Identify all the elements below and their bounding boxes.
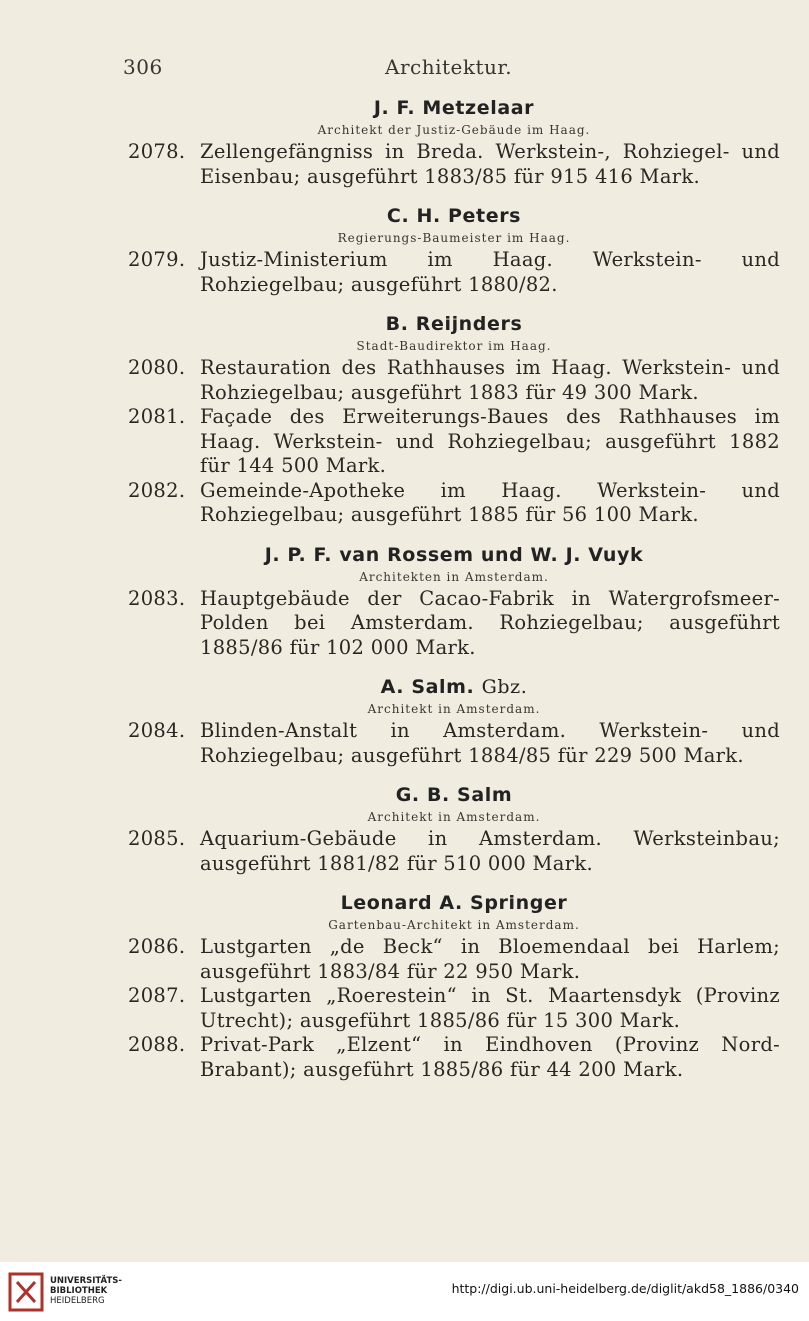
architect-section [128, 542, 780, 661]
page-header [123, 55, 779, 83]
library-name-line: BIBLIOTHEK [50, 1286, 108, 1296]
page-number: 306 [123, 55, 163, 79]
architect-section [128, 311, 780, 528]
library-name-line: UNIVERSITÄTS- [50, 1276, 122, 1286]
entry-number: 2083. [128, 586, 186, 610]
architect-role: Architekten in Amsterdam. [359, 569, 549, 584]
library-logo-icon[interactable] [8, 1272, 44, 1312]
catalog-entry [128, 1033, 780, 1082]
architect-section [128, 674, 780, 768]
catalog-entry [128, 827, 780, 876]
running-head: Architektur. [385, 55, 513, 79]
catalog-entry [128, 719, 780, 768]
entry-number: 2086. [128, 935, 186, 958]
architect-role: Stadt-Baudirektor im Haag. [356, 339, 552, 353]
catalog-entry [128, 587, 780, 661]
library-name-line: HEIDELBERG [50, 1296, 105, 1306]
architect-role: Gartenbau-Architekt in Amsterdam. [328, 918, 580, 932]
catalog-entry [128, 935, 780, 984]
entry-text: Lustgarten „Roerestein“ in St. Maartensdyk (Provinz Utrecht); ausgeführt 1885/86 für 15 300 Mark. [200, 984, 780, 1032]
library-name[interactable] [50, 1276, 122, 1306]
architect-name: B. Reijnders [385, 313, 523, 335]
architect-role: Architekt in Amsterdam. [367, 810, 541, 824]
entry-text: Privat-Park „Elzent“ in Eindhoven (Provinz Nord-Brabant); ausgeführt 1885/86 für 44 200 Mark. [200, 1033, 780, 1081]
architect-role: Architekt in Amsterdam. [367, 702, 541, 716]
entry-text: Aquarium-Gebäude in Amsterdam. Werksteinbau; ausgeführt 1881/82 für 510 000 Mark. [200, 827, 780, 875]
entry-number: 2080. [128, 356, 186, 379]
entry-text: Zellengefängniss in Breda. Werkstein-, Rohziegel- und Eisenbau; ausgeführt 1883/85 für 915 416 Mark. [200, 140, 780, 188]
entry-text: Blinden-Anstalt in Amsterdam. Werkstein- und Rohziegelbau; ausgeführt 1884/85 für 229 500 Mark. [200, 719, 780, 767]
page-content [128, 95, 780, 1082]
architect-suffix: Gbz. [481, 676, 528, 698]
entry-text: Façade des Erweiterungs-Baues des Rathhauses im Haag. Werkstein- und Rohziegelbau; ausgeführt 1882 für 144 500 Mark. [200, 405, 780, 477]
entry-text: Justiz-Ministerium im Haag. Werkstein- und Rohziegelbau; ausgeführt 1880/82. [200, 248, 780, 296]
entry-text: Hauptgebäude der Cacao-Fabrik in Watergrofsmeer-Polden bei Amsterdam. Rohziegelbau; ausgeführt 1885/86 für 102 000 Mark. [200, 586, 780, 659]
catalog-entry [128, 356, 780, 405]
catalog-entry [128, 479, 780, 528]
entry-number: 2081. [128, 405, 186, 428]
architect-section [128, 95, 780, 189]
architect-role: Regierungs-Baumeister im Haag. [337, 231, 571, 245]
entry-number: 2087. [128, 984, 186, 1007]
permalink-url[interactable]: http://digi.ub.uni-heidelberg.de/diglit/akd58_1886/0340 [451, 1281, 799, 1296]
entry-number: 2085. [128, 827, 186, 850]
architect-name: G. B. Salm [395, 784, 513, 806]
entry-number: 2082. [128, 478, 186, 502]
architect-name: J. P. F. van Rossem und W. J. Vuyk [264, 543, 644, 566]
architect-name [128, 674, 780, 701]
architect-name-text: A. Salm. [380, 676, 475, 698]
entry-text: Lustgarten „de Beck“ in Bloemendaal bei Harlem; ausgeführt 1883/84 für 22 950 Mark. [200, 935, 780, 983]
catalog-entry [128, 984, 780, 1033]
architect-section [128, 782, 780, 876]
entry-number: 2078. [128, 140, 186, 163]
entry-text: Gemeinde-Apotheke im Haag. Werkstein- und Rohziegelbau; ausgeführt 1885 für 56 100 Mark. [200, 478, 780, 526]
architect-section [128, 203, 780, 297]
architect-name: Leonard A. Springer [340, 892, 568, 914]
architect-name: J. F. Metzelaar [373, 97, 535, 119]
architect-role: Architekt der Justiz-Gebäude im Haag. [317, 123, 591, 137]
entry-number: 2088. [128, 1033, 186, 1056]
catalog-entry [128, 248, 780, 297]
architect-name: C. H. Peters [386, 205, 522, 227]
entry-number: 2084. [128, 719, 186, 742]
catalog-entry [128, 140, 780, 189]
catalog-entry [128, 405, 780, 479]
entry-text: Restauration des Rathhauses im Haag. Werkstein- und Rohziegelbau; ausgeführt 1883 für 49 300 Mark. [200, 356, 780, 404]
architect-section [128, 890, 780, 1082]
entry-number: 2079. [128, 248, 186, 271]
